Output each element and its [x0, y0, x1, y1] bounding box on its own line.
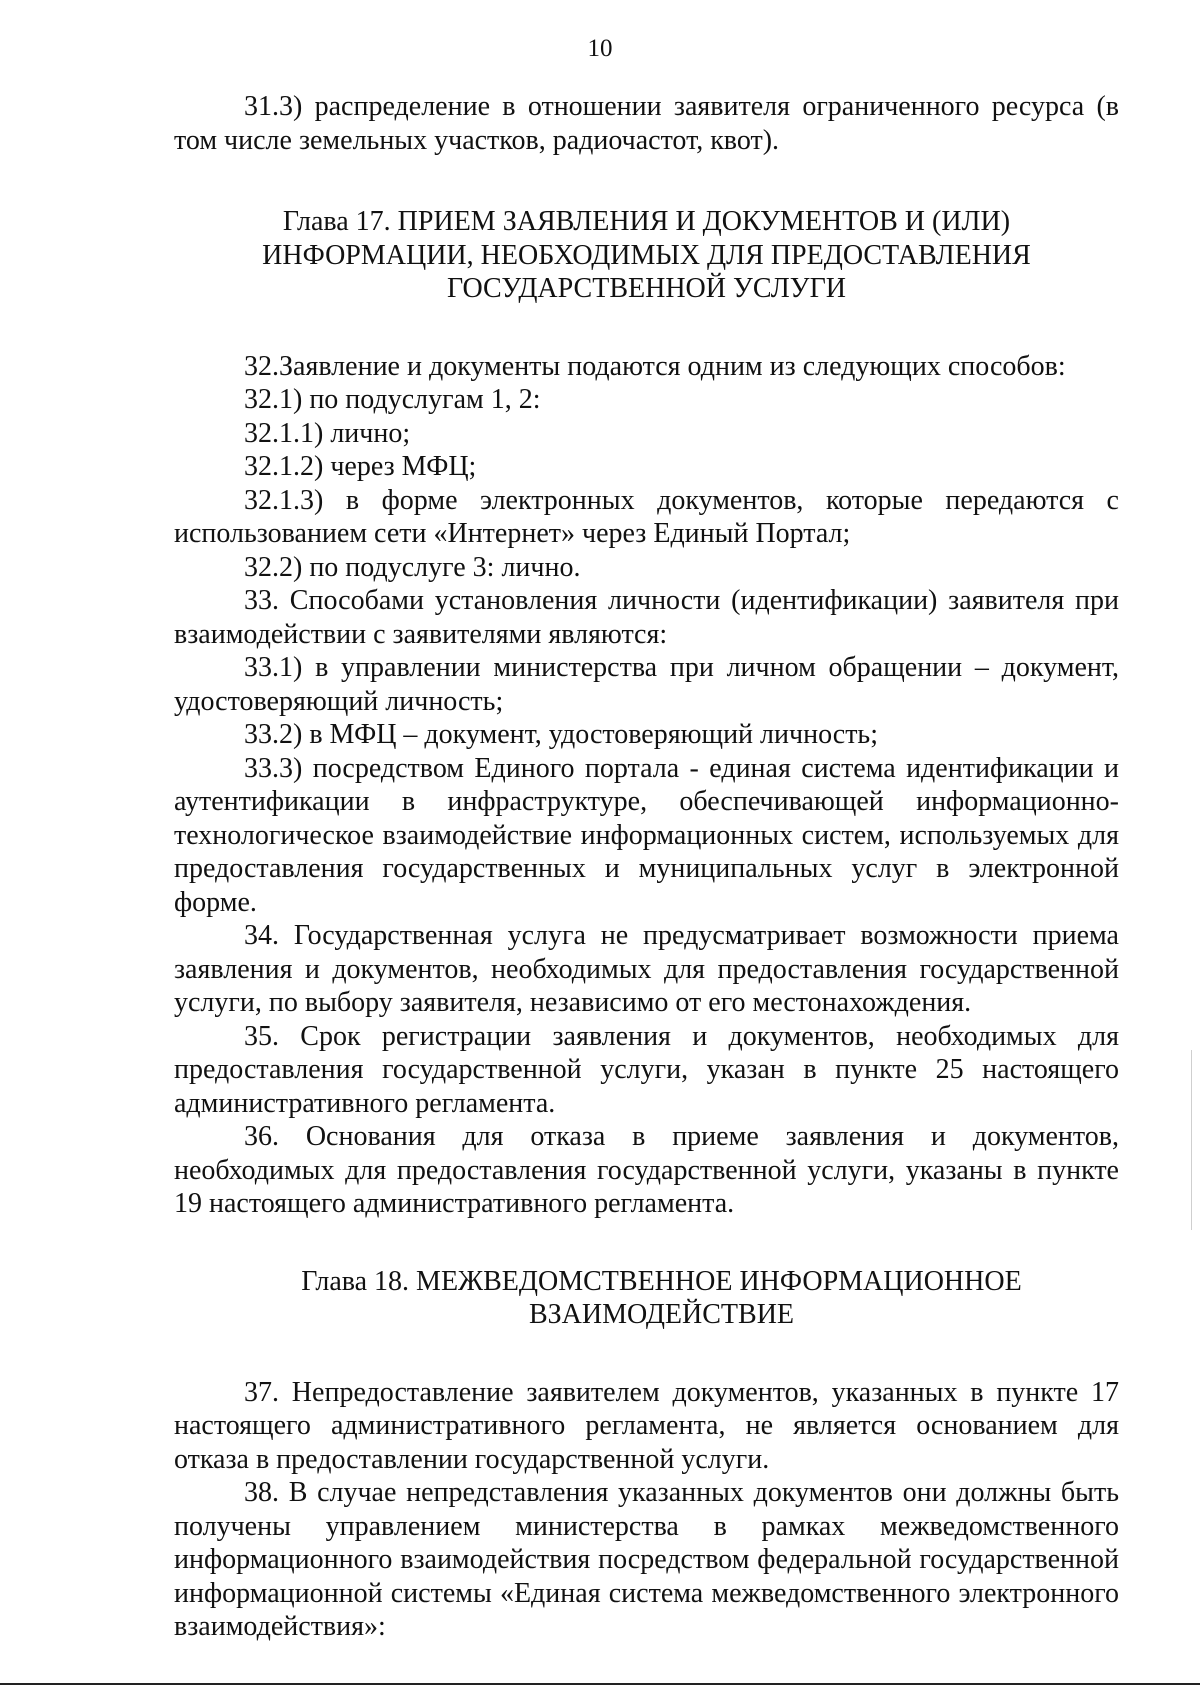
- chapter-heading-line: ИНФОРМАЦИИ, НЕОБХОДИМЫХ ДЛЯ ПРЕДОСТАВЛЕНИЯ: [262, 239, 1031, 271]
- paragraph-32-1: 32.1) по подуслугам 1, 2:: [244, 384, 541, 415]
- page-bottom-rule: [0, 1683, 1200, 1685]
- paragraph-38: 38. В случае непредставления указанных документов они должны быть получены управлением министерства в рамках межведомственного информационного взаимодействия посредством федеральной государственной информационной системы «Единая система межведомственного электронного взаимодействия»:: [174, 1477, 1119, 1642]
- page-number: 10: [587, 35, 613, 62]
- paragraph-33: 33. Способами установления личности (идентификации) заявителя при взаимодействии с заявителями являются:: [174, 585, 1119, 650]
- scan-artifact-line: [1191, 1050, 1192, 1230]
- paragraph-36: 36. Основания для отказа в приеме заявления и документов, необходимых для предоставления государственной услуги, указаны в пункте 19 настоящего административного регламента.: [174, 1121, 1119, 1219]
- chapter-heading-line: Глава 17. ПРИЕМ ЗАЯВЛЕНИЯ И ДОКУМЕНТОВ И (ИЛИ): [282, 206, 1011, 237]
- paragraph-35: 35. Срок регистрации заявления и документов, необходимых для предоставления государственной услуги, указан в пункте 25 настоящего административного регламента.: [174, 1020, 1119, 1119]
- paragraph-32-1-2: 32.1.2) через МФЦ;: [244, 451, 477, 482]
- chapter-heading-line: ГОСУДАРСТВЕННОЙ УСЛУГИ: [446, 273, 847, 304]
- paragraph-32-2: 32.2) по подуслуге 3: лично.: [244, 551, 581, 583]
- paragraph-32-1-3: 32.1.3) в форме электронных документов, которые передаются с использованием сети «Интернет» через Единый Портал;: [174, 484, 1119, 549]
- paragraph-33-2: 33.2) в МФЦ – документ, удостоверяющий личность;: [244, 719, 878, 750]
- chapter-17-heading: [174, 205, 1119, 306]
- chapter-heading-line: Глава 18. МЕЖВЕДОМСТВЕННОЕ ИНФОРМАЦИОННОЕ: [301, 1265, 1022, 1297]
- paragraph-37: 37. Непредоставление заявителем документов, указанных в пункте 17 настоящего административного регламента, не является основанием для отказа в предоставлении государственной услуги.: [174, 1376, 1119, 1475]
- paragraph-33-1: 33.1) в управлении министерства при личном обращении – документ, удостоверяющий личность;: [174, 652, 1119, 717]
- chapter-18-heading: [174, 1265, 1119, 1332]
- paragraph-32: 32.Заявление и документы подаются одним из следующих способов:: [244, 350, 1066, 382]
- chapter-heading-line: ВЗАИМОДЕЙСТВИЕ: [528, 1299, 795, 1330]
- paragraph-34: 34. Государственная услуга не предусматривает возможности приема заявления и документов, необходимых для предоставления государственной услуги, по выбору заявителя, независимо от его местонахождения.: [174, 920, 1119, 1018]
- document-body: [174, 90, 1119, 1644]
- paragraph-31-3: 31.3) распределение в отношении заявителя ограниченного ресурса (в том числе земельных участков, радиочастот, квот).: [174, 91, 1119, 156]
- paragraph-32-1-1: 32.1.1) лично;: [244, 417, 411, 449]
- paragraph-33-3: 33.3) посредством Единого портала - единая система идентификации и аутентификации в инфраструктуре, обеспечивающей информационно-технологическое взаимодействие информационных систем, используемых для предоставления государственных и муниципальных услуг в электронной форме.: [174, 752, 1119, 918]
